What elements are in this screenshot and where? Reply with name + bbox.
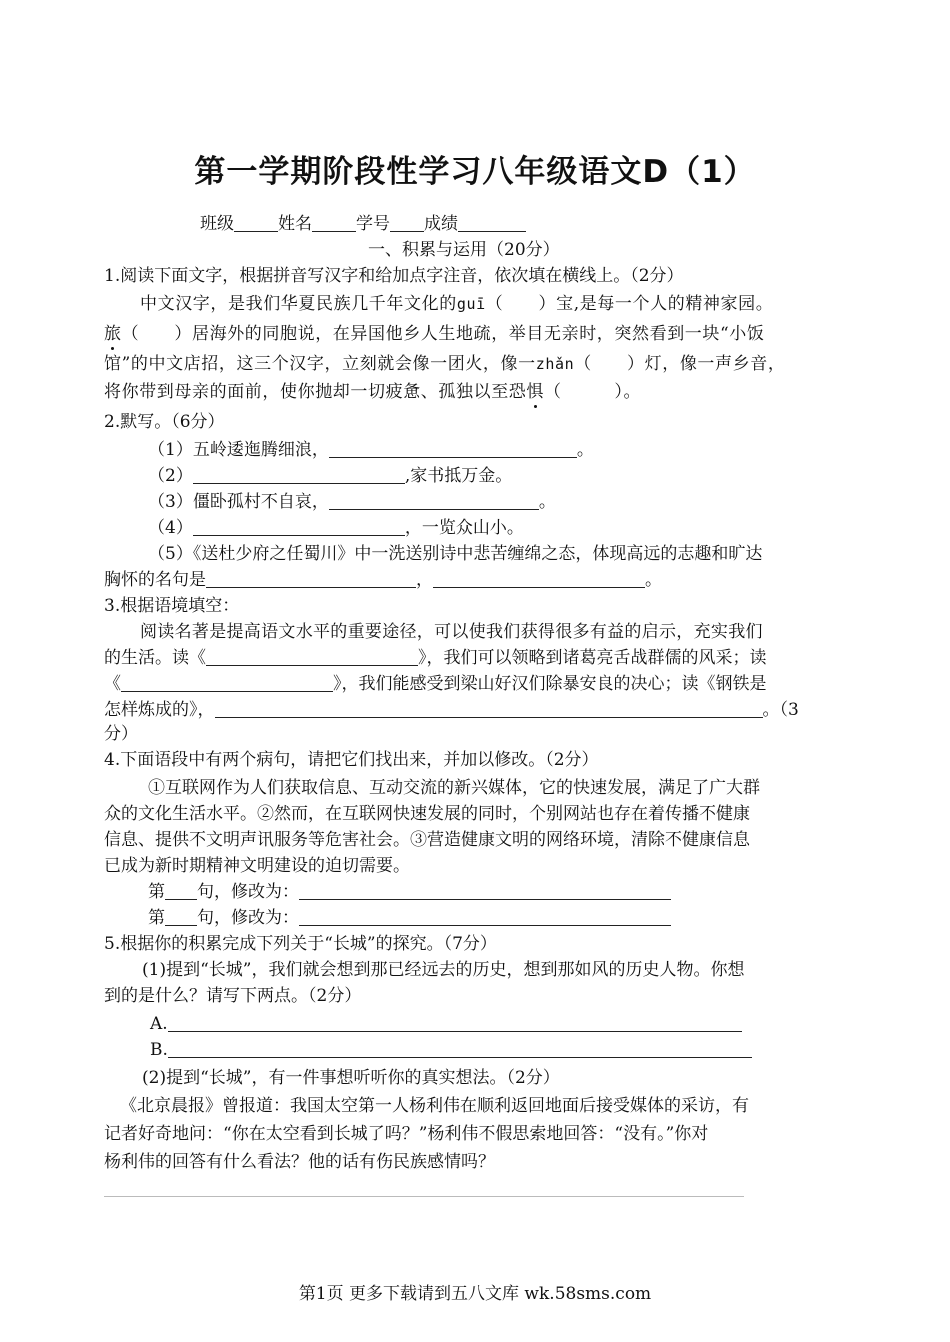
page-footer: 第1页 更多下载请到五八文库 wk.58sms.com (298, 1284, 652, 1304)
q5-sub1-line: (1)提到“长城”，我们就会想到那已经远去的历史，想到那如风的历史人物。你想 (142, 960, 745, 980)
q4-paragraph-line: ①互联网作为人们获取信息、互动交流的新兴媒体，它的快速发展，满足了广大群 (148, 778, 760, 798)
answer-blank[interactable] (299, 907, 671, 926)
answer-blank[interactable] (121, 673, 333, 692)
q3-text-line: 的生活。读《 》，我们可以领略到诸葛亮舌战群儒的风采；读 (104, 648, 767, 668)
q1-text-line: 旅（ ）居海外的同胞说，在异国他乡人生地疏，举目无亲时，突然看到一块“小饭 (104, 324, 765, 344)
page-title: 第一学期阶段性学习八年级语文D（1） (194, 154, 756, 190)
q5-option-b: B. (150, 1038, 752, 1062)
id-label: 学号 (356, 214, 390, 234)
answer-blank[interactable] (433, 569, 645, 588)
answer-blank[interactable] (206, 647, 418, 666)
q1-text-line: 馆”的中文店招，这三个汉字，立刻就会像一团火，像一zhǎn（ ）灯，像一声乡音， (104, 354, 786, 374)
q2-item-1: （1）五岭逶迤腾细浪， 。 (148, 440, 594, 460)
answer-blank[interactable] (193, 517, 405, 536)
q2-item-5: （5）《送杜少府之任蜀川》中一洗送别诗中悲苦缠绵之态，体现高远的志趣和旷达 (148, 544, 763, 564)
q3-text-line: 《 》，我们能感受到梁山好汉们除暴安良的决心；读《钢铁是 (104, 674, 767, 694)
q3-text-line: 阅读名著是提高语文水平的重要途径，可以使我们获得很多有益的启示，充实我们 (140, 622, 763, 642)
student-info-line (200, 212, 526, 236)
answer-blank[interactable] (193, 465, 405, 484)
q5-paragraph-line: 杨利伟的回答有什么看法？他的话有伤民族感情吗？ (104, 1152, 495, 1172)
answer-blank[interactable] (329, 439, 577, 458)
q1-text-line: 中文汉字，是我们华夏民族几千年文化的guī（ ）宝,是每一个人的精神家园。 (140, 294, 774, 314)
answer-blank[interactable] (206, 569, 416, 588)
answer-blank[interactable] (168, 1039, 752, 1058)
q4-fix-line: 第 句，修改为： (148, 880, 671, 904)
q4-fix-line: 第 句，修改为： (148, 906, 671, 930)
dotted-char: 旅 (104, 324, 122, 344)
q2-item-2: （2） ,家书抵万金。 (148, 466, 513, 486)
q4-heading: 4.下面语段中有两个病句，请把它们找出来，并加以修改。（2分） (104, 750, 599, 770)
score-label: 成绩 (424, 214, 458, 234)
q5-option-a: A. (150, 1012, 742, 1036)
sentence-number-blank[interactable] (165, 881, 197, 900)
answer-rule[interactable] (104, 1196, 744, 1197)
q3-text-line: 怎样炼成的》， 。（3 (104, 700, 799, 720)
q2-item-5-cont: 胸怀的名句是 ， 。 (104, 570, 662, 590)
q5-heading: 5.根据你的积累完成下列关于“长城”的探究。（7分） (104, 934, 497, 954)
id-field[interactable] (390, 213, 424, 232)
q3-text-line: 分） (104, 724, 138, 744)
q1-text-line: 将你带到母亲的面前，使你抛却一切疲惫、孤独以至恐惧（ ）。 (104, 382, 642, 402)
class-field[interactable] (234, 213, 278, 232)
q4-paragraph-line: 众的文化生活水平。②然而，在互联网快速发展的同时，个别网站也存在着传播不健康 (104, 804, 750, 824)
pinyin-gui: guī (456, 295, 486, 313)
sentence-number-blank[interactable] (165, 907, 197, 926)
section-heading: 一、积累与运用（20分） (368, 240, 560, 260)
q5-sub2-line: (2)提到“长城”，有一件事想听听你的真实想法。（2分） (142, 1068, 560, 1088)
q2-item-4: （4） ，一览众山小。 (148, 518, 524, 538)
q5-sub1-line: 到的是什么？请写下两点。（2分） (104, 986, 362, 1006)
q4-paragraph-line: 信息、提供不文明声讯服务等危害社会。③营造健康文明的网络环境，清除不健康信息 (104, 830, 750, 850)
q1-heading: 1.阅读下面文字，根据拼音写汉字和给加点字注音，依次填在横线上。（2分） (104, 266, 684, 286)
pinyin-zhan: zhǎn (535, 355, 575, 373)
q5-paragraph-line: 记者好奇地问：“你在太空看到长城了吗？”杨利伟不假思索地回答：“没有。”你对 (104, 1124, 709, 1144)
answer-blank[interactable] (299, 881, 671, 900)
answer-blank[interactable] (329, 491, 539, 510)
q2-item-3: （3）僵卧孤村不自哀， 。 (148, 492, 556, 512)
q3-heading: 3.根据语境填空： (104, 596, 240, 616)
answer-blank[interactable] (215, 699, 763, 718)
answer-blank[interactable] (168, 1013, 742, 1032)
name-label: 姓名 (278, 214, 312, 234)
q2-heading: 2.默写。（6分） (104, 412, 225, 432)
class-label: 班级 (200, 214, 234, 234)
score-field[interactable] (458, 213, 526, 232)
q5-paragraph-line: 《北京晨报》曾报道：我国太空第一人杨利伟在顺利返回地面后接受媒体的采访，有 (120, 1096, 749, 1116)
q4-paragraph-line: 已成为新时期精神文明建设的迫切需要。 (104, 856, 410, 876)
name-field[interactable] (312, 213, 356, 232)
dotted-char: 惧 (526, 382, 545, 402)
